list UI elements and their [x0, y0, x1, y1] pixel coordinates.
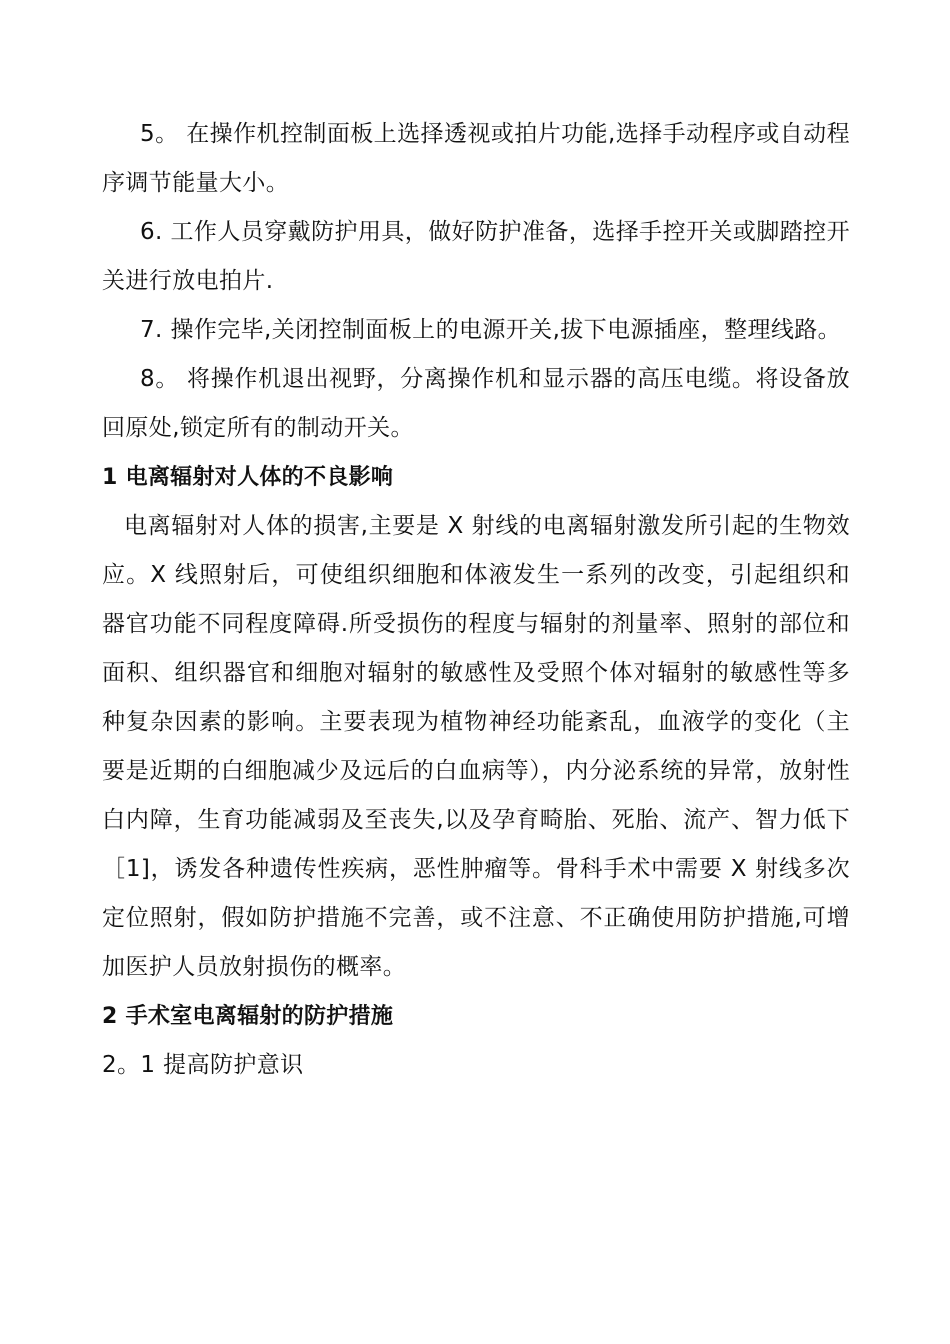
section-1-heading: 1 电离辐射对人体的不良影响: [102, 465, 394, 490]
section-2-heading: 2 手术室电离辐射的防护措施: [102, 1004, 394, 1029]
step-8-paragraph: 8。 将操作机退出视野，分离操作机和显示器的高压电缆。将设备放回原处,锁定所有的制动开关。: [102, 366, 850, 441]
step-7-paragraph: 7. 操作完毕,关闭控制面板上的电源开关,拔下电源插座，整理线路。: [140, 317, 842, 343]
section-2-1-subheading: 2。1 提高防护意识: [102, 1052, 304, 1078]
document-page: [102, 110, 850, 1090]
section-1-body: 电离辐射对人体的损害,主要是 X 射线的电离辐射激发所引起的生物效应。X 线照射后，可使组织细胞和体液发生一系列的改变，引起组织和器官功能不同程度障碍.所受损伤的程度与辐射的剂量率、照射的部位和面积、组织器官和细胞对辐射的敏感性及受照个体对辐射的敏感性等多种复杂因素的影响。主要表现为植物神经功能紊乱，血液学的变化（主要是近期的白细胞减少及远后的白血病等），内分泌系统的异常，放射性白内障，生育功能减弱及至丧失,以及孕育畸胎、死胎、流产、智力低下［1]，诱发各种遗传性疾病，恶性肿瘤等。骨科手术中需要 X 射线多次定位照射，假如防护措施不完善，或不注意、不正确使用防护措施,可增加医护人员放射损伤的概率。: [102, 513, 850, 980]
step-6-paragraph: 6. 工作人员穿戴防护用具，做好防护准备，选择手控开关或脚踏控开关进行放电拍片.: [102, 219, 850, 294]
step-5-paragraph: 5。 在操作机控制面板上选择透视或拍片功能,选择手动程序或自动程序调节能量大小。: [102, 121, 850, 196]
